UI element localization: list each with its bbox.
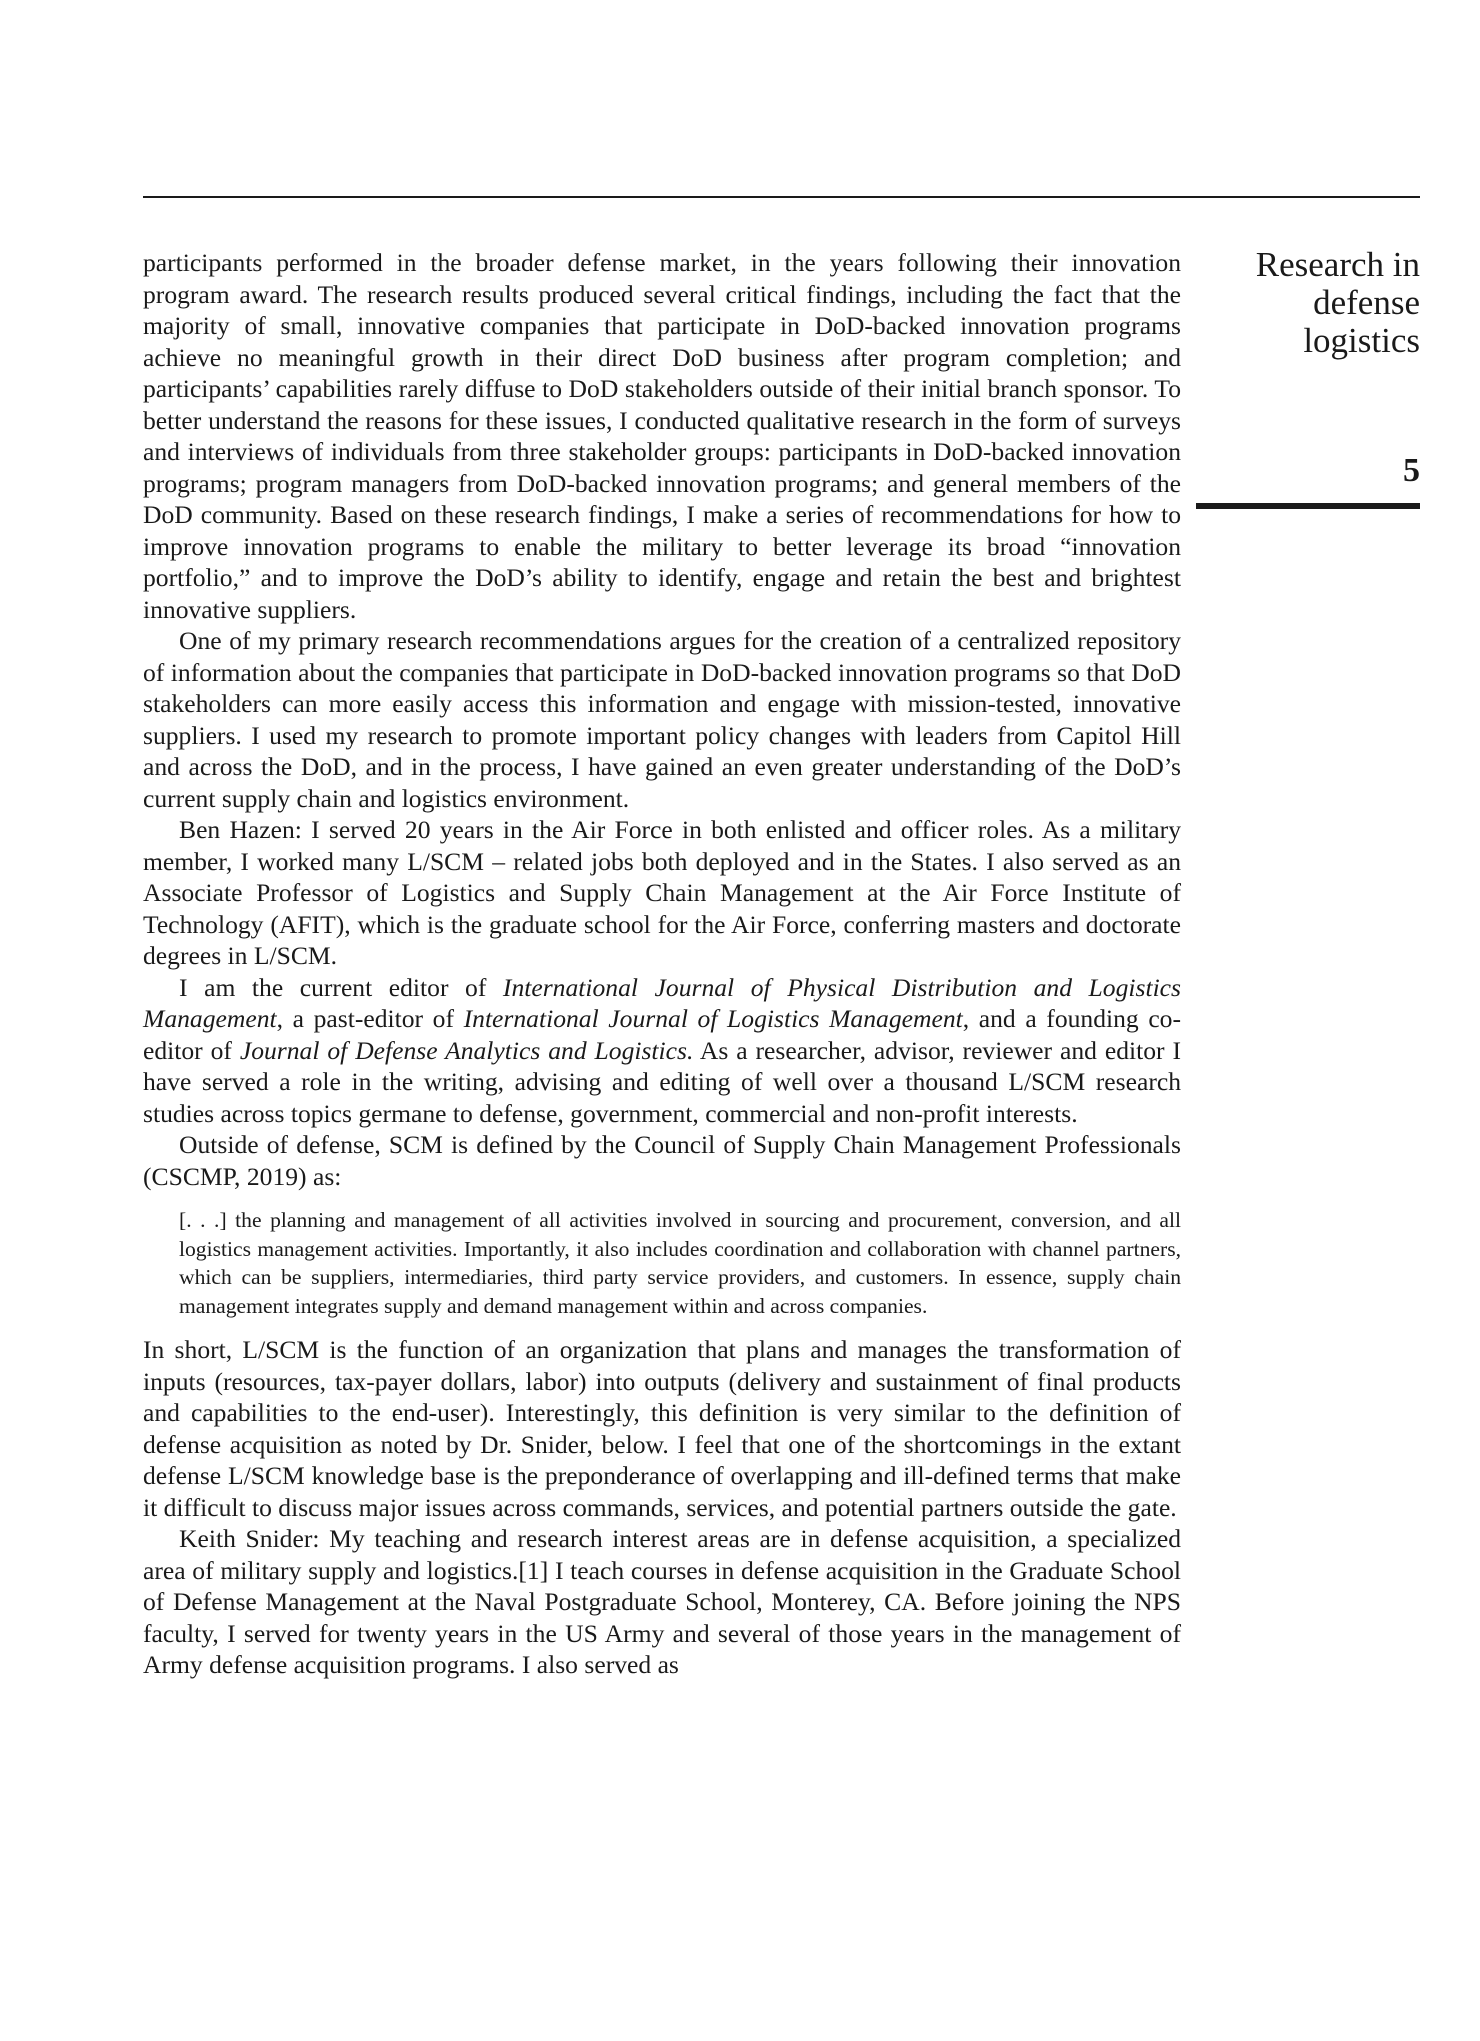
- paragraph-4-text-4: As a researcher, advisor, reviewer and editor I have served a role in the writing, advising and editing of well over a thousand L/SCM research studies across topics germane to defense, government, commercial and non-profit interests.: [143, 1035, 1181, 1128]
- paragraph-4: [143, 972, 1181, 1130]
- paragraph-6: In short, L/SCM is the function of an organization that plans and manages the transformation of inputs (resources, tax-payer dollars, labor) into outputs (delivery and sustainment of final products and capabilities to the end-user). Interestingly, this definition is very similar to the definition of defense acquisition as noted by Dr. Snider, below. I feel that one of the shortcomings in the extant defense L/SCM knowledge base is the preponderance of overlapping and ill-defined terms that make it difficult to discuss major issues across commands, services, and potential partners outside the gate.: [143, 1335, 1181, 1522]
- running-head-line-3: logistics: [1303, 321, 1420, 360]
- header-rule: [143, 196, 1420, 198]
- main-text-column: [143, 247, 1181, 1681]
- paragraph-2: One of my primary research recommendations argues for the creation of a centralized repository of information about the companies that participate in DoD-backed innovation programs so that DoD stakeholders can more easily access this information and engage with mission-tested, innovative suppliers. I used my research to promote important policy changes with leaders from Capitol Hill and across the DoD, and in the process, I have gained an even greater understanding of the DoD’s current supply chain and logistics environment.: [143, 626, 1181, 813]
- paragraph-4-text-3: , and a founding co-editor of: [143, 1004, 1181, 1065]
- paragraph-7: Keith Snider: My teaching and research interest areas are in defense acquisition, a specialized area of military supply and logistics.[1] I teach courses in defense acquisition in the Graduate School of Defense Management at the Naval Postgraduate School, Monterey, CA. Before joining the NPS faculty, I served for twenty years in the US Army and several of those years in the management of Army defense acquisition programs. I also served as: [143, 1524, 1181, 1679]
- paragraph-3: Ben Hazen: I served 20 years in the Air Force in both enlisted and officer roles. As a military member, I worked many L/SCM – related jobs both deployed and in the States. I also served as an Associate Professor of Logistics and Supply Chain Management at the Air Force Institute of Technology (AFIT), which is the graduate school for the Air Force, conferring masters and doctorate degrees in L/SCM.: [143, 815, 1181, 970]
- running-head-title: [1190, 246, 1420, 360]
- journal-title-ijpdlm: International Journal of Physical Distribution and Logistics Management: [143, 972, 1181, 1033]
- paragraph-5: Outside of defense, SCM is defined by the Council of Supply Chain Management Professionals (CSCMP, 2019) as:: [143, 1130, 1181, 1191]
- page-number-rule: [1196, 503, 1420, 509]
- block-quote: [. . .] the planning and management of all activities involved in sourcing and procurement, conversion, and all logistics management activities. Importantly, it also includes coordination and collaboration with channel partners, which can be suppliers, intermediaries, third party service providers, and customers. In essence, supply chain management integrates supply and demand management within and across companies.: [179, 1208, 1181, 1318]
- journal-title-ijlm: International Journal of Logistics Management: [463, 1004, 963, 1033]
- running-head-line-1: Research in: [1255, 245, 1420, 284]
- paragraph-4-text-2: , a past-editor of: [276, 1004, 464, 1033]
- paragraph-1: participants performed in the broader defense market, in the years following their innovation program award. The research results produced several critical findings, including the fact that the majority of small, innovative companies that participate in DoD-backed innovation programs achieve no meaningful growth in their direct DoD business after program completion; and participants’ capabilities rarely diffuse to DoD stakeholders outside of their initial branch sponsor. To better understand the reasons for these issues, I conducted qualitative research in the form of surveys and interviews of individuals from three stakeholder groups: participants in DoD-backed innovation programs; program managers from DoD-backed innovation programs; and general members of the DoD community. Based on these research findings, I make a series of recommendations for how to improve innovation programs to enable the military to better leverage its broad “innovation portfolio,” and to improve the DoD’s ability to identify, engage and retain the best and brightest innovative suppliers.: [143, 248, 1181, 624]
- journal-title-jdal: Journal of Defense Analytics and Logistics.: [239, 1035, 694, 1065]
- paragraph-4-text-1: I am the current editor of: [179, 972, 503, 1002]
- page-number: 5: [1403, 452, 1420, 489]
- running-head-line-2: defense: [1313, 283, 1420, 322]
